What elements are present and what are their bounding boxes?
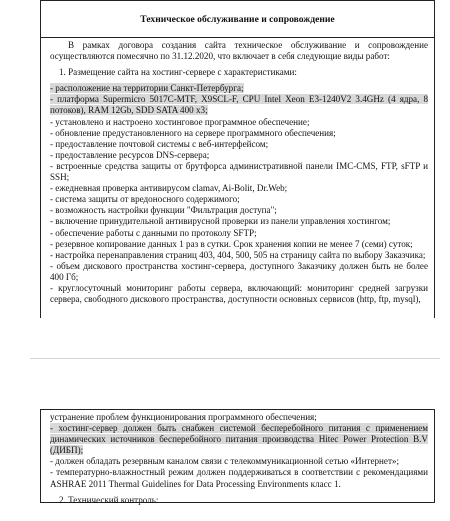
list-item — [50, 250, 428, 261]
list-item-text: - возможность настройки функции "Фильтрация доступа"; — [50, 205, 277, 216]
list-item-text: - обновление предустановленного на сервере программного обеспечения; — [50, 127, 336, 138]
list-item — [50, 139, 428, 150]
list-item — [50, 205, 428, 216]
list-item-text: - температурно-влажностный режим должен поддерживаться в соответствии с рекомендациями ASHRAE 2011 Thermal Guidelines for Data Processing Environments класс 1. — [50, 467, 428, 489]
list-item-text: - обеспечение работы с данными по протоколу SFTP; — [50, 227, 257, 238]
list-item-text: - система защиты от вредоносного содержимого; — [50, 194, 240, 205]
list-item — [50, 194, 428, 205]
section-heading — [41, 1, 434, 38]
list-item — [50, 216, 428, 227]
list-item-text: - резервное копирование данных 1 раз в сутки. Срок хранения копии не менее 7 (семи) суток; — [50, 238, 413, 249]
requirements-list-continued — [50, 412, 428, 490]
document-page-2 — [0, 388, 450, 521]
list-item — [50, 94, 428, 116]
list-item — [50, 117, 428, 128]
table-cell — [40, 409, 435, 503]
list-item-text: - ежедневная проверка антивирусом clamav, Ai-Bolit, Dr.Web; — [50, 183, 288, 194]
list-item-text: - установлено и настроено хостинговое программное обеспечение; — [50, 116, 310, 127]
list-item-text: - встроенные средства защиты от брутфорса административной панели IMC-CMS, FTP, sFTP и SSH; — [50, 160, 428, 183]
table-cell — [40, 0, 435, 318]
list-item — [50, 283, 428, 305]
list-item — [50, 183, 428, 194]
list-item-text: - включение принудительной антивирусной проверки из панели управления хостингом; — [50, 216, 391, 227]
list-item-text: устранение проблем функционирования программного обеспечения; — [50, 412, 317, 422]
subheading-technical-control: 2. Технический контроль: — [59, 494, 159, 505]
list-item — [50, 467, 428, 489]
list-item — [50, 150, 428, 161]
section-title: Техническое обслуживание и сопровождение — [140, 13, 335, 25]
list-item — [50, 412, 428, 423]
list-item — [50, 423, 428, 456]
cell-body — [41, 38, 434, 305]
list-item — [50, 128, 428, 139]
list-item — [50, 83, 428, 94]
list-item-text: - платформа Supermicro 5017C-MTF, X9SCL-F, CPU Intel Xeon E3-1240V2 3.4GHz (4 ядра, 8 потоков), RAM 12Gb, SDD SATA 400 x3; — [50, 94, 428, 116]
page-edge — [30, 358, 440, 359]
subheading-hosting: 1. Размещение сайта на хостинг-сервере с характеристиками: — [59, 67, 297, 78]
list-item — [50, 261, 428, 283]
list-item — [50, 228, 428, 239]
page-break — [0, 318, 450, 388]
list-item — [50, 161, 428, 183]
list-item — [50, 456, 428, 467]
intro-paragraph: В рамках договора создания сайта техническое обслуживание и сопровождение осуществляются помесячно по 31.12.2020, что включает в себя следующие виды работ: — [50, 40, 428, 62]
list-item-text: - объем дискового пространства хостинг-сервера, доступного Заказчику должен быть не более 400 Гб; — [50, 260, 428, 282]
list-item-text: - предоставление почтовой системы с веб-интерфейсом; — [50, 138, 269, 149]
requirements-list — [50, 83, 428, 305]
list-item-text: - расположение на территории Санкт-Петербурга; — [50, 83, 244, 94]
list-item-text: - настройка перенаправления страниц 403, 404, 500, 505 на страницу сайта по выбору Заказчика; — [50, 249, 426, 260]
list-item-text: - круглосуточный мониторинг работы сервера, включающий: мониторинг средней загрузки сервера, свободного дискового пространства, доступности основных сервисов (http, ftp, mysql), — [50, 282, 428, 305]
list-item-text: - должен обладать резервным каналом связи с телекоммуникационной сетью «Интернет»; — [50, 456, 399, 467]
list-item-text: - предоставление ресурсов DNS-сервера; — [50, 149, 210, 160]
cell-body — [41, 410, 434, 506]
list-item — [50, 239, 428, 250]
list-item-text: - хостинг-сервер должен быть снабжен системой бесперебойного питания с применением динамических источников бесперебойного питания производства Hitec Power Protection B.V (ДИБП); — [50, 423, 428, 456]
